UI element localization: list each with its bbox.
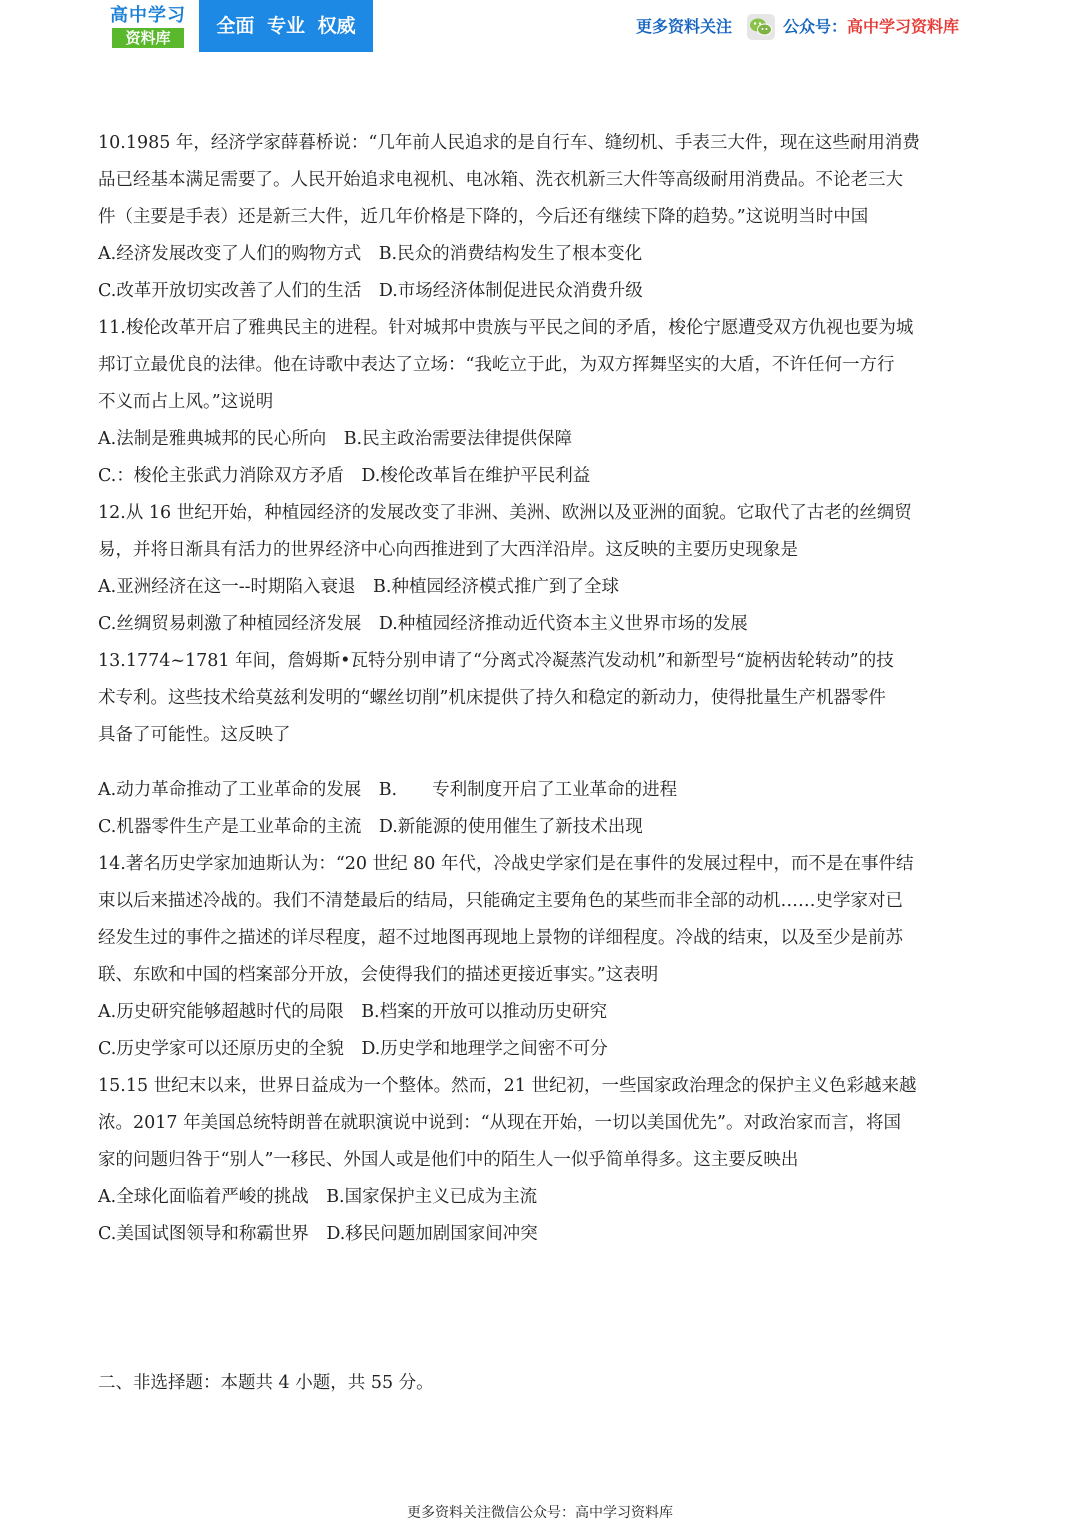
text-line: 品已经基本满足需要了。人民开始追求电视机、电冰箱、洗衣机新三大件等高级耐用消费品。不论老三大 [98, 170, 903, 190]
account-label: 公众号： [783, 17, 848, 36]
logo-line2: 资料库 [112, 28, 184, 48]
option-line: C.丝绸贸易刺激了种植园经济发展 D.种植园经济推动近代资本主义世界市场的发展 [98, 614, 748, 634]
option-line: C.美国试图领导和称霸世界 D.移民问题加剧国家间冲突 [98, 1224, 538, 1244]
text-line: 邦订立最优良的法律。他在诗歌中表达了立场：“我屹立于此，为双方挥舞坚实的大盾，不许任何一方行 [98, 355, 895, 375]
text-line: 件（主要是手表）还是新三大件，近几年价格是下降的，今后还有继续下降的趋势。”这说明当时中国 [98, 207, 869, 227]
option-line: A.全球化面临着严峻的挑战 B.国家保护主义已成为主流 [98, 1187, 538, 1207]
text-line: 13.1774~1781 年间，詹姆斯•瓦特分别申请了“分离式冷凝蒸汽发动机”和新型号“旋柄齿轮转动”的技 [98, 651, 894, 671]
text-line: 术专利。这些技术给莫兹利发明的“螺丝切削”机床提供了持久和稳定的新动力，使得批量生产机器零件 [98, 688, 886, 708]
text-line: 束以后来描述冷战的。我们不清楚最后的结局，只能确定主要角色的某些而非全部的动机……史学家对已 [98, 891, 903, 911]
account-info[interactable] [783, 14, 959, 40]
text-line: 10.1985 年，经济学家薛暮桥说：“几年前人民追求的是自行车、缝纫机、手表三大件，现在这些耐用消费 [98, 133, 920, 153]
option-line: C.机器零件生产是工业革命的主流 D.新能源的使用催生了新技术出现 [98, 817, 643, 837]
page-header [0, 0, 1080, 60]
text-line: 浓。2017 年美国总统特朗普在就职演说中说到：“从现在开始，一切以美国优先”。对政治家而言，将国 [98, 1113, 901, 1133]
option-line: A.历史研究能够超越时代的局限 B.档案的开放可以推动历史研究 [98, 1002, 608, 1022]
option-line: C.：梭伦主张武力消除双方矛盾 D.梭伦改革旨在维护平民利益 [98, 466, 591, 486]
text-line: 易，并将日渐具有活力的世界经济中心向西推进到了大西洋沿岸。这反映的主要历史现象是 [98, 540, 798, 560]
text-line: 联、东欧和中国的档案部分开放，会使得我们的描述更接近事实。”这表明 [98, 965, 659, 985]
text-line: 具备了可能性。这反映了 [98, 725, 291, 745]
text-line: 家的问题归咎于“别人”一移民、外国人或是他们中的陌生人一似乎简单得多。这主要反映出 [98, 1150, 799, 1170]
section-title: 二、非选择题：本题共 4 小题，共 55 分。 [98, 1373, 434, 1393]
option-line: A.动力革命推动了工业革命的发展 B. 专利制度开启了工业革命的进程 [98, 780, 678, 800]
follow-text: 更多资料关注 [636, 17, 733, 36]
text-line: 11.梭伦改革开启了雅典民主的进程。针对城邦中贵族与平民之间的矛盾，梭伦宁愿遭受双方仇视也要为城 [98, 318, 914, 338]
option-line: A.法制是雅典城邦的民心所向 B.民主政治需要法律提供保障 [98, 429, 573, 449]
slogan-banner: 全面 专业 权威 [199, 0, 373, 52]
page-footer: 更多资料关注微信公众号：高中学习资料库 [407, 1505, 673, 1521]
option-line: C.改革开放切实改善了人们的生活 D.市场经济体制促进民众消费升级 [98, 281, 643, 301]
text-line: 14.著名历史学家加迪斯认为：“20 世纪 80 年代，冷战史学家们是在事件的发展过程中，而不是在事件结 [98, 854, 914, 874]
option-line: C.历史学家可以还原历史的全貌 D.历史学和地理学之间密不可分 [98, 1039, 608, 1059]
account-name: 高中学习资料库 [847, 17, 960, 36]
option-line: A.经济发展改变了人们的购物方式 B.民众的消费结构发生了根本变化 [98, 244, 643, 264]
logo-line1: 高中学习 [110, 5, 186, 26]
text-line: 12.从 16 世纪开始，种植园经济的发展改变了非洲、美洲、欧洲以及亚洲的面貌。它取代了古老的丝绸贸 [98, 503, 912, 523]
text-line: 不义而占上风。”这说明 [98, 392, 274, 412]
option-line: A.亚洲经济在这一--时期陷入衰退 B.种植园经济模式推广到了全球 [98, 577, 619, 597]
wechat-icon [747, 14, 775, 40]
text-line: 15.15 世纪末以来，世界日益成为一个整体。然而，21 世纪初，一些国家政治理念的保护主义色彩越来越 [98, 1076, 917, 1096]
site-logo[interactable] [110, 4, 192, 48]
text-line: 经发生过的事件之描述的详尽程度，超不过地图再现地上景物的详细程度。冷战的结束，以及至少是前苏 [98, 928, 903, 948]
